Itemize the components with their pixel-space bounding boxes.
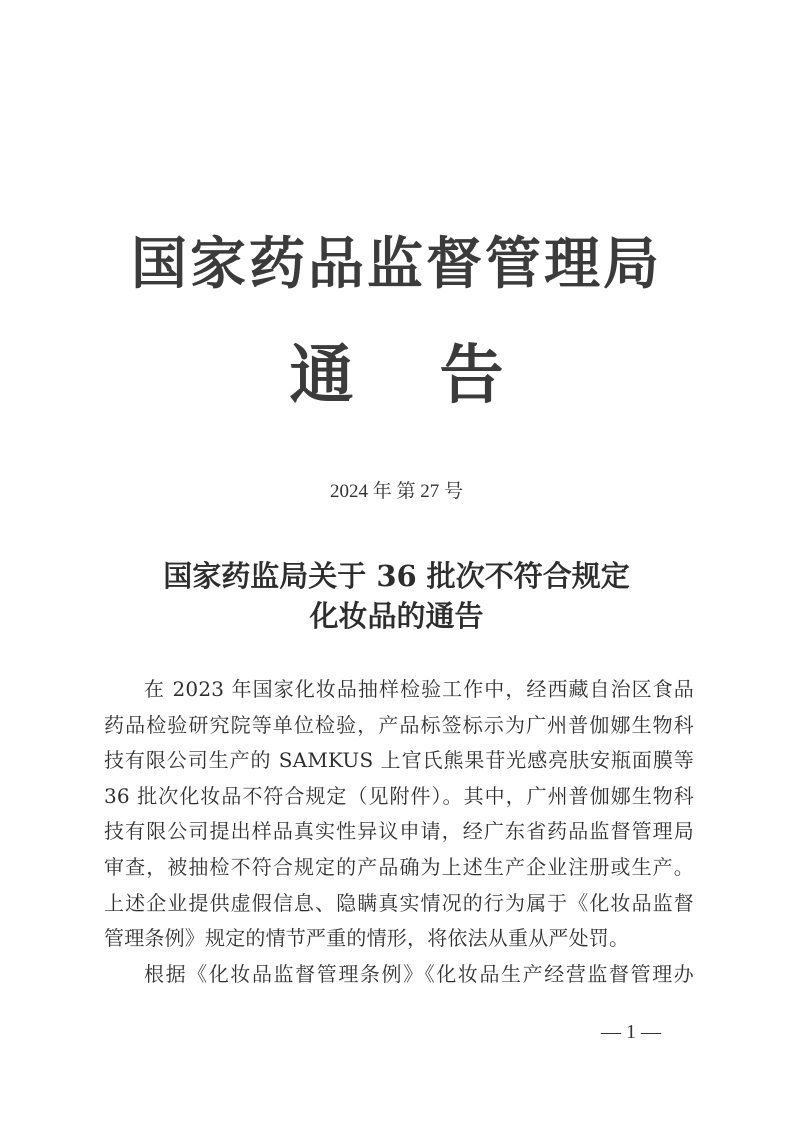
body-line-9: 根据《化妆品监督管理条例》《化妆品生产经营监督管理办 [144,961,694,986]
body-line-2: 药品检验研究院等单位检验，产品标签标示为广州普伽娜生物科 [104,712,694,737]
body-line-1: 在 2023 年国家化妆品抽样检验工作中，经西藏自治区食品 [144,677,694,701]
document-number: 2024 年 第 27 号 [329,481,463,502]
notice-title-char-1: 通 [289,338,354,413]
headline-line-2: 化妆品的通告 [309,599,484,633]
body-line-6: 审查，被抽检不符合规定的产品确为上述生产企业注册或生产。 [104,854,694,879]
body-line-8: 管理条例》规定的情节严重的情形，将依法从重从严处罚。 [104,926,630,951]
body-line-3: 技有限公司生产的 SAMKUS 上官氏熊果苷光感亮肤安瓶面膜等 [104,748,694,773]
body-line-4: 36 批次化妆品不符合规定（见附件）。其中，广州普伽娜生物科 [104,783,694,808]
issuing-agency: 国家药品监督管理局 [131,231,662,297]
headline-line-1: 国家药监局关于 36 批次不符合规定 [163,559,630,593]
body-line-7: 上述企业提供虚假信息、隐瞒真实情况的行为属于《化妆品监督 [104,890,694,915]
notice-title-char-2: 告 [439,338,504,413]
body-line-5: 技有限公司提出样品真实性异议申请，经广东省药品监督管理局 [104,819,694,844]
notice-headline [0,556,793,636]
page-number: — 1 — [601,1021,661,1043]
notice-title [0,336,793,416]
notice-body [104,672,694,992]
